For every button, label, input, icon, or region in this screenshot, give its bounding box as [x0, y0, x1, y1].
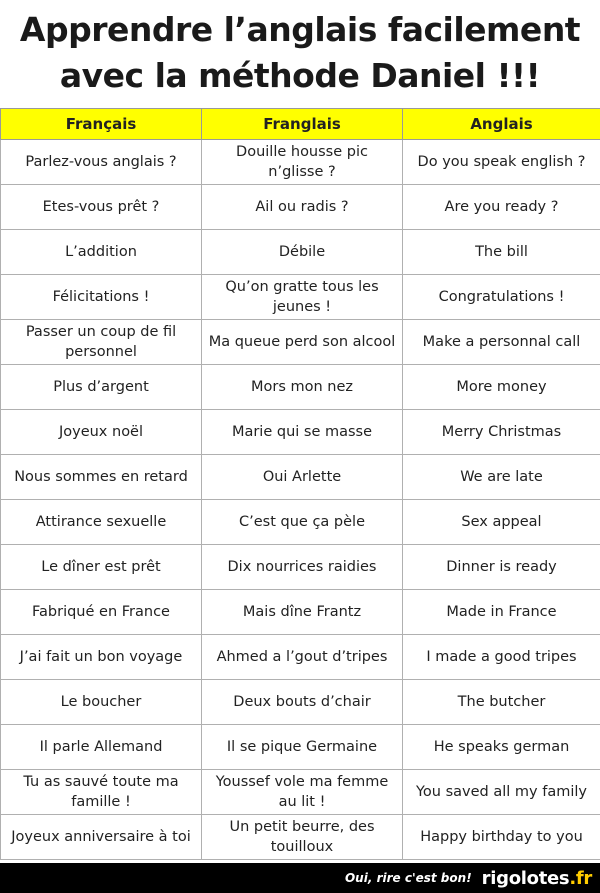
cell-franglais: Ma queue perd son alcool	[202, 320, 403, 365]
cell-francais: Il parle Allemand	[1, 725, 202, 770]
table-row	[1, 185, 600, 230]
cell-anglais: Make a personnal call	[403, 320, 600, 365]
cell-francais: Passer un coup de fil personnel	[1, 320, 202, 365]
cell-francais: Tu as sauvé toute ma famille !	[1, 770, 202, 815]
cell-franglais: Marie qui se masse	[202, 410, 403, 455]
cell-francais: Félicitations !	[1, 275, 202, 320]
cell-anglais: I made a good tripes	[403, 635, 600, 680]
table-row	[1, 500, 600, 545]
table-row	[1, 770, 600, 815]
cell-francais: Le dîner est prêt	[1, 545, 202, 590]
brand-logo[interactable]	[482, 868, 592, 889]
title-line-1: Apprendre l’anglais facilement	[19, 10, 581, 49]
footer-bar	[0, 863, 600, 893]
cell-franglais: Deux bouts d’chair	[202, 680, 403, 725]
cell-francais: Etes-vous prêt ?	[1, 185, 202, 230]
cell-franglais: Il se pique Germaine	[202, 725, 403, 770]
table-row	[1, 635, 600, 680]
cell-anglais: The bill	[403, 230, 600, 275]
cell-anglais: Are you ready ?	[403, 185, 600, 230]
table-row	[1, 455, 600, 500]
table-row	[1, 275, 600, 320]
cell-francais: J’ai fait un bon voyage	[1, 635, 202, 680]
page-title	[0, 0, 600, 101]
cell-francais: Joyeux noël	[1, 410, 202, 455]
cell-anglais: Do you speak english ?	[403, 140, 600, 185]
cell-franglais: Ail ou radis ?	[202, 185, 403, 230]
cell-franglais: Débile	[202, 230, 403, 275]
footer-tagline: Oui, rire c'est bon!	[344, 871, 472, 885]
cell-franglais: Mors mon nez	[202, 365, 403, 410]
table-row	[1, 725, 600, 770]
cell-franglais: Oui Arlette	[202, 455, 403, 500]
cell-franglais: Ahmed a l’gout d’tripes	[202, 635, 403, 680]
cell-anglais: We are late	[403, 455, 600, 500]
cell-anglais: Merry Christmas	[403, 410, 600, 455]
column-header-franglais: Franglais	[202, 109, 403, 140]
table-row	[1, 365, 600, 410]
cell-franglais: Un petit beurre, des touilloux	[202, 815, 403, 860]
cell-anglais: Made in France	[403, 590, 600, 635]
cell-anglais: He speaks german	[403, 725, 600, 770]
cell-anglais: Happy birthday to you	[403, 815, 600, 860]
table-row	[1, 140, 600, 185]
column-header-francais: Français	[1, 109, 202, 140]
cell-francais: Nous sommes en retard	[1, 455, 202, 500]
brand-name: rigolotes	[481, 867, 570, 889]
cell-franglais: Youssef vole ma femme au lit !	[202, 770, 403, 815]
cell-francais: Parlez-vous anglais ?	[1, 140, 202, 185]
translation-table	[0, 108, 600, 860]
cell-franglais: Qu’on gratte tous les jeunes !	[202, 275, 403, 320]
cell-anglais: More money	[403, 365, 600, 410]
cell-francais: L’addition	[1, 230, 202, 275]
cell-franglais: C’est que ça pèle	[202, 500, 403, 545]
cell-francais: Plus d’argent	[1, 365, 202, 410]
cell-francais: Le boucher	[1, 680, 202, 725]
cell-francais: Joyeux anniversaire à toi	[1, 815, 202, 860]
column-header-anglais: Anglais	[403, 109, 600, 140]
title-line-2: avec la méthode Daniel !!!	[59, 56, 541, 95]
table-row	[1, 590, 600, 635]
brand-tld: .fr	[569, 867, 592, 889]
table-row	[1, 680, 600, 725]
cell-francais: Fabriqué en France	[1, 590, 202, 635]
table-row	[1, 230, 600, 275]
cell-anglais: You saved all my family	[403, 770, 600, 815]
table-row	[1, 410, 600, 455]
cell-francais: Attirance sexuelle	[1, 500, 202, 545]
cell-anglais: Congratulations !	[403, 275, 600, 320]
cell-anglais: Dinner is ready	[403, 545, 600, 590]
table-header-row	[1, 109, 600, 140]
cell-franglais: Dix nourrices raidies	[202, 545, 403, 590]
cell-franglais: Douille housse pic n’glisse ?	[202, 140, 403, 185]
table-row	[1, 815, 600, 860]
cell-franglais: Mais dîne Frantz	[202, 590, 403, 635]
cell-anglais: Sex appeal	[403, 500, 600, 545]
table-row	[1, 545, 600, 590]
table-row	[1, 320, 600, 365]
cell-anglais: The butcher	[403, 680, 600, 725]
